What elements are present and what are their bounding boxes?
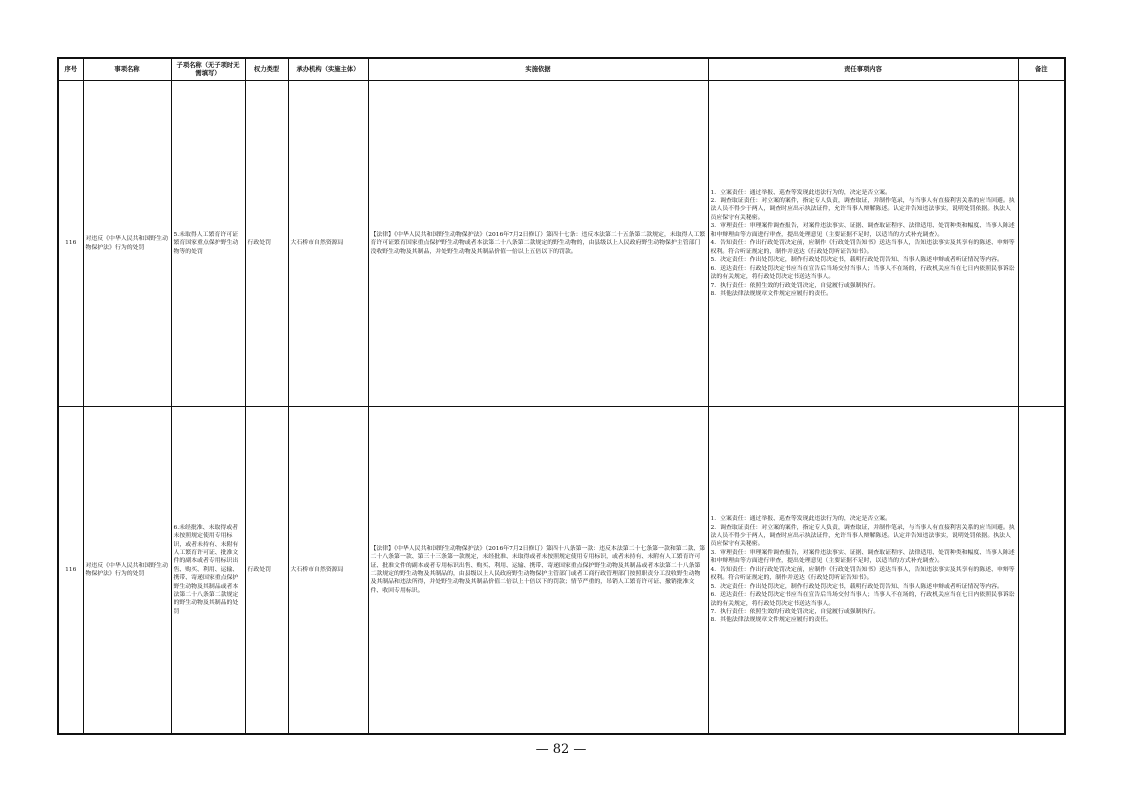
resp-line: 5．决定责任：作出处罚决定，制作行政处罚决定书，载明行政处罚告知、当事人陈述申辩或者听证情况等内容。 xyxy=(710,583,1003,590)
row-seq: 116 xyxy=(58,407,83,735)
resp-line: 7．执行责任：依照生效的行政处罚决定，自觉履行或强制执行。 xyxy=(710,282,880,289)
header-seq: 序号 xyxy=(58,58,83,81)
header-item-name: 事项名称 xyxy=(83,58,171,81)
page-number: — 82 — xyxy=(535,742,587,757)
row-responsibility xyxy=(708,407,1018,735)
table-row xyxy=(58,81,1065,407)
row-basis: 【法律】《中华人民共和国野生动物保护法》（2016年7月2日修订）第四十八条第一款：违反本法第二十七条第一款和第二款、第二十八条第一款、第三十三条第一款规定，未经批准、未取得或者未按照规定使用专用标识，或者未持有、未附有人工繁育许可证、批准文件的副本或者专用标识出售、购买、利用、运输、携带、寄递国家重点保护野生动物及其制品或者本法第二十八条第二款规定的野生动物及其制品的，由县级以上人民政府野生动物保护主管部门或者工商行政管理部门按照职责分工没收野生动物及其制品和违法所得，并处野生动物及其制品价值二倍以上十倍以下的罚款；情节严重的，吊销人工繁育许可证、撤销批准文件、收回专用标识。 xyxy=(368,407,708,735)
row-sub-item: 5.未取得人工繁育许可证繁育国家重点保护野生动物等的处罚 xyxy=(171,81,245,407)
resp-line: 5．决定责任：作出处罚决定，制作行政处罚决定书，载明行政处罚告知、当事人陈述申辩或者听证情况等内容。 xyxy=(710,257,1003,264)
resp-line: 3．审理责任：审理案件调查报告，对案件违法事实、证据、调查取证程序、法律适用、处罚种类和幅度、当事人陈述和申辩理由等方面进行审查，提出处理意见（主要证据不足时，以适当的方式补充调查）。 xyxy=(710,223,1015,238)
row-agency: 大石桥市自然资源局 xyxy=(288,407,368,735)
header-responsibility: 责任事项内容 xyxy=(708,58,1018,81)
row-basis: 【法律】《中华人民共和国野生动物保护法》（2016年7月2日修订）第四十七条：违反本法第二十五条第二款规定，未取得人工繁育许可证繁育国家重点保护野生动物或者本法第二十八条第二款规定的野生动物的，由县级以上人民政府野生动物保护主管部门没收野生动物及其制品，并处野生动物及其制品价值一倍以上五倍以下的罚款。 xyxy=(368,81,708,407)
table-header-row xyxy=(58,58,1065,81)
resp-line: 2．调查取证责任：对立案的案件，指定专人负责，调查取证，并制作笔录，与当事人有直接利害关系的应当回避。执法人员不得少于两人，调查时应出示执法证件，允许当事人辩解陈述。认定并告知违法事实，说明处罚依据。执法人员应保守有关秘密。 xyxy=(710,198,1015,221)
row-item-name: 对违反《中华人民共和国野生动物保护法》行为的处罚 xyxy=(83,407,171,735)
row-item-name: 对违反《中华人民共和国野生动物保护法》行为的处罚 xyxy=(83,81,171,407)
header-sub-item: 子项名称（无子项时无需填写） xyxy=(171,58,245,81)
resp-line: 6．送达责任：行政处罚决定书应当在宣告后当场交付当事人；当事人不在场的，行政机关应当在七日内依照民事诉讼法的有关规定，将行政处罚决定书送达当事人。 xyxy=(710,265,1015,281)
row-seq: 116 xyxy=(58,81,83,407)
resp-line: 4．告知责任：作出行政处罚决定前，应制作《行政处罚告知书》送达当事人，告知违法事实及其享有的陈述、申辩等权利。符合听证规定的，制作并送达《行政处罚听证告知书》。 xyxy=(710,240,1015,255)
resp-line: 7．执行责任：依照生效的行政处罚决定，自觉履行或强制执行。 xyxy=(710,609,880,616)
header-power-type: 权力类型 xyxy=(245,58,288,81)
resp-line: 4．告知责任：作出行政处罚决定前，应制作《行政处罚告知书》送达当事人，告知违法事实及其享有的陈述、申辩等权利。符合听证规定的，制作并送达《行政处罚听证告知书》。 xyxy=(710,566,1015,582)
header-agency: 承办机构（实施主体） xyxy=(288,58,368,81)
row-power-type: 行政处罚 xyxy=(245,407,288,735)
row-sub-item: 6.未经批准、未取得或者未按照规定使用专用标识，或者未持有、未附有人工繁育许可证、批准文件的副本或者专用标识出售、购买、利用、运输、携带、寄递国家重点保护野生动物及其制品或者本法第二十八条第二款规定的野生动物及其制品的处罚 xyxy=(171,407,245,735)
header-note: 备注 xyxy=(1018,58,1065,81)
row-responsibility xyxy=(708,81,1018,407)
table-row xyxy=(58,407,1065,735)
resp-line: 8．其他法律法规规章文件规定应履行的责任。 xyxy=(710,617,833,624)
row-power-type: 行政处罚 xyxy=(245,81,288,407)
resp-line: 6．送达责任：行政处罚决定书应当在宣告后当场交付当事人；当事人不在场的，行政机关应当在七日内依照民事诉讼法的有关规定，将行政处罚决定书送达当事人。 xyxy=(710,592,1015,607)
header-basis: 实施依据 xyxy=(368,58,708,81)
row-note xyxy=(1018,407,1065,735)
resp-line: 8．其他法律法规规章文件规定应履行的责任。 xyxy=(710,290,833,297)
power-list-table xyxy=(57,57,1066,735)
resp-line: 1．立案责任：通过举报、巡查等发现此违法行为的，决定是否立案。 xyxy=(710,189,891,196)
row-agency: 大石桥市自然资源局 xyxy=(288,81,368,407)
resp-line: 3．审理责任：审理案件调查报告，对案件违法事实、证据、调查取证程序、法律适用、处罚种类和幅度、当事人陈述和申辩理由等方面进行审查，提出处理意见（主要证据不足时，以适当的方式补充调查）。 xyxy=(710,549,1015,565)
resp-line: 1．立案责任：通过举报、巡查等发现此违法行为的，决定是否立案。 xyxy=(710,516,891,523)
row-note xyxy=(1018,81,1065,407)
resp-line: 2．调查取证责任：对立案的案件，指定专人负责，调查取证，并制作笔录，与当事人有直接利害关系的应当回避。执法人员不得少于两人，调查时应出示执法证件，允许当事人辩解陈述。认定并告知违法事实，说明处罚依据。执法人员应保守有关秘密。 xyxy=(710,524,1015,548)
